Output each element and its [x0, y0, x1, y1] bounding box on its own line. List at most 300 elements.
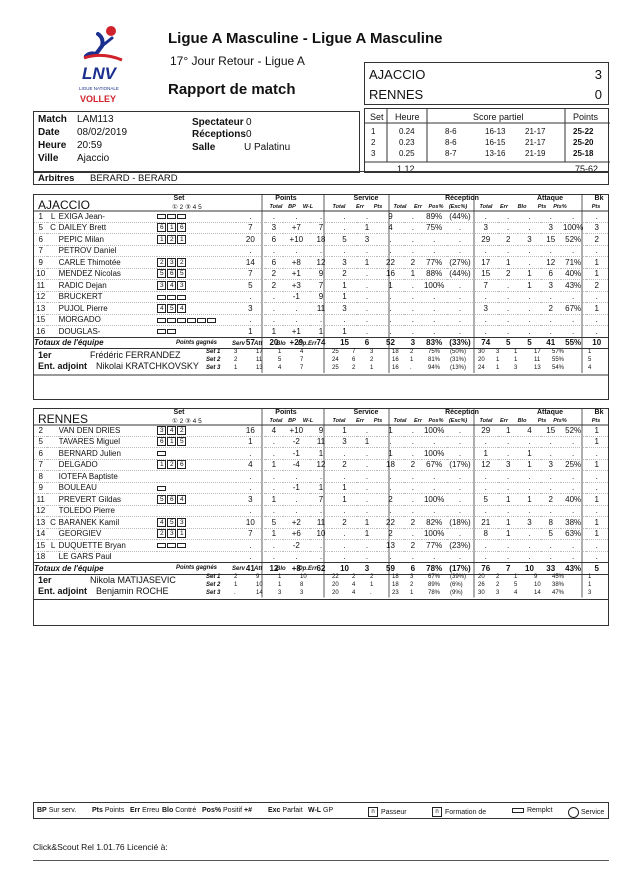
legend-rempl: Remplct	[526, 807, 553, 814]
stat-cell: 1	[332, 482, 357, 494]
stat-cell: .	[447, 314, 474, 326]
stat-cell: .	[498, 280, 518, 292]
set-pts-cell: 25-18	[573, 149, 594, 158]
set-stat-cell: 1	[496, 365, 500, 371]
set-box	[167, 214, 176, 219]
player-row	[34, 326, 608, 338]
stat-cell: .	[586, 551, 609, 563]
stat-cell: 63%	[561, 528, 586, 540]
stat-cell: .	[377, 234, 404, 246]
set-p1-cell: 8-6	[445, 138, 457, 147]
stat-cell: .	[498, 436, 518, 448]
player-table	[34, 425, 608, 575]
set-box	[177, 295, 186, 300]
away-team-name: RENNES	[369, 87, 424, 102]
player-name: EXIGA Jean-	[59, 211, 158, 222]
stat-cell: 1	[498, 517, 518, 529]
team-name: AJACCIO	[38, 198, 91, 212]
player-number: 12	[34, 505, 47, 517]
column-header: Pts	[373, 418, 383, 424]
set-box	[157, 295, 166, 300]
player-row	[34, 471, 608, 483]
set-box	[157, 543, 166, 548]
set-row-label: Set 2	[206, 357, 221, 363]
legend-wl-val: GP	[323, 807, 334, 814]
stat-cell: 8	[473, 528, 498, 540]
set-box: 2	[177, 426, 186, 435]
total-cell: 5	[594, 563, 599, 573]
stat-cell: .	[518, 314, 540, 326]
player-number: 18	[34, 551, 47, 563]
assistant-name: Benjamin ROCHE	[96, 585, 169, 596]
stat-cell: 1	[498, 257, 518, 269]
home-team-sets: 3	[594, 67, 602, 82]
stat-cell: 100%	[561, 222, 586, 234]
points-gagnes-col: Att	[254, 341, 263, 347]
stat-cell: .	[447, 448, 474, 460]
stat-cell: 10	[310, 528, 332, 540]
set-stat-cell: 2	[370, 357, 374, 363]
stat-cell: .	[357, 291, 377, 303]
set-box	[197, 318, 206, 323]
set-pts-cell: 25-20	[573, 138, 594, 147]
stat-cell: .	[447, 234, 474, 246]
stat-cell: 1	[586, 436, 609, 448]
set-box	[157, 329, 166, 334]
player-role	[47, 257, 58, 269]
player-row	[34, 234, 608, 246]
set-numbers: ① 2 ③ 4 5	[172, 204, 202, 211]
legend-exc-key: Exc	[268, 807, 281, 814]
stat-cell: .	[357, 448, 377, 460]
set-stat-cell: 22	[332, 573, 339, 580]
spectateur-label: Spectateur	[192, 117, 244, 128]
stat-cell: .	[404, 211, 422, 222]
set-box: 6	[177, 460, 186, 469]
set-pg-cell: 3	[234, 349, 238, 355]
stat-cell: .	[518, 551, 540, 563]
stat-cell: .	[283, 505, 310, 517]
player-row	[34, 291, 608, 303]
set-box	[177, 543, 186, 548]
stat-cell: .	[265, 291, 283, 303]
stat-cell: +10	[283, 425, 310, 436]
stat-cell: .	[498, 326, 518, 338]
arbitres-bar	[33, 171, 609, 185]
total-cell: 52	[386, 338, 395, 348]
set-box: 2	[177, 258, 186, 267]
set-pg-cell: 17	[256, 349, 263, 355]
player-sets	[157, 245, 235, 257]
player-name: CARLE Thimotée	[59, 257, 158, 269]
set-stat-cell: 78%	[428, 589, 441, 596]
stat-cell: .	[473, 505, 498, 517]
set-stat-cell: 20	[332, 589, 339, 596]
stat-cell: 100%	[422, 448, 447, 460]
player-role	[47, 303, 58, 315]
column-header: Total	[269, 204, 283, 210]
home-team-name: AJACCIO	[369, 67, 426, 82]
coach-name: Frédéric FERRANDEZ	[90, 350, 181, 360]
player-sets	[157, 505, 235, 517]
stat-cell: 1	[332, 494, 357, 506]
stat-cell: 1	[498, 528, 518, 540]
set-stat-cell: 18	[392, 581, 399, 588]
set-stat-cell: 2	[370, 573, 374, 580]
stat-cell: .	[283, 471, 310, 483]
column-header: Pos%	[428, 418, 444, 424]
set-stat-cell: 57%	[552, 349, 565, 355]
player-role	[47, 268, 58, 280]
stat-cell: 3	[236, 494, 265, 506]
stat-cell: 17	[473, 257, 498, 269]
set-pg-cell: 4	[278, 365, 282, 371]
player-name: MENDEZ Nicolas	[59, 268, 158, 280]
stat-cell: .	[498, 314, 518, 326]
stat-cell: 2	[377, 494, 404, 506]
stat-cell: .	[357, 494, 377, 506]
stat-cell: +1	[283, 268, 310, 280]
set-row-label: Set 3	[206, 365, 221, 371]
column-header: Err	[356, 418, 364, 424]
logo-volley-text: VOLLEY	[80, 94, 117, 104]
total-cell: 78%	[426, 563, 443, 573]
stat-cell: 5	[236, 280, 265, 292]
stat-cell: 4	[265, 425, 283, 436]
player-row	[34, 303, 608, 315]
stat-cell: .	[357, 245, 377, 257]
player-sets	[157, 222, 235, 234]
stat-cell: 1	[586, 257, 609, 269]
set-box	[167, 329, 176, 334]
set-box: 2	[167, 460, 176, 469]
total-cell: +8	[291, 563, 301, 573]
group-header: Set	[173, 195, 185, 202]
stat-cell: .	[586, 314, 609, 326]
stat-cell: 1	[357, 436, 377, 448]
stat-cell: 1	[377, 280, 404, 292]
set-box: 3	[167, 258, 176, 267]
total-cell: 5	[527, 338, 532, 348]
stat-cell: 18	[310, 234, 332, 246]
player-role	[47, 459, 58, 471]
stat-cell: +2	[283, 517, 310, 529]
set-stat-cell: 25	[332, 349, 339, 355]
set-stat-cell: 81%	[428, 357, 441, 363]
stat-cell: 1	[498, 425, 518, 436]
stat-cell: -2	[283, 540, 310, 552]
stat-cell: 40%	[561, 268, 586, 280]
set-box: 3	[177, 281, 186, 290]
sets-box	[364, 108, 609, 173]
stat-cell: 6	[265, 234, 283, 246]
set-stat-cell: 38%	[552, 581, 565, 588]
set-stat-cell: 18	[392, 573, 399, 580]
set-box: 2	[167, 235, 176, 244]
stat-cell: .	[422, 326, 447, 338]
stat-cell: 77%	[422, 257, 447, 269]
total-cell: 5	[505, 338, 511, 348]
total-cell: 12	[269, 563, 279, 573]
legend-bar	[33, 802, 609, 819]
sets-col-heure: Heure	[395, 112, 420, 122]
stat-cell: .	[422, 245, 447, 257]
stat-cell: 2	[404, 257, 422, 269]
set-p1-cell: 8-7	[445, 149, 457, 158]
stat-cell: .	[332, 551, 357, 563]
player-number: 13	[34, 303, 47, 315]
player-role	[47, 494, 58, 506]
stat-cell: .	[404, 291, 422, 303]
set-n-cell: 1	[371, 127, 376, 136]
stat-cell: -2	[283, 436, 310, 448]
stat-cell: 22	[377, 257, 404, 269]
stat-cell: 52%	[561, 234, 586, 246]
legend-passeur: Passeur	[380, 808, 407, 816]
stat-cell: 5	[265, 517, 283, 529]
stat-cell: 12	[541, 257, 561, 269]
stat-cell: .	[498, 448, 518, 460]
stat-cell: .	[283, 211, 310, 222]
stat-cell: .	[586, 211, 609, 222]
player-row	[34, 459, 608, 471]
stat-cell: .	[473, 540, 498, 552]
group-header: Attaque	[536, 409, 564, 416]
stat-cell: .	[561, 326, 586, 338]
stat-cell: .	[332, 528, 357, 540]
set-pts-cell: 25-22	[573, 127, 594, 136]
stat-cell: .	[310, 245, 332, 257]
stat-cell: 1	[518, 448, 540, 460]
match-info-box	[33, 111, 360, 173]
lnv-logo	[78, 24, 128, 108]
stat-cell: 25%	[561, 459, 586, 471]
set-box	[207, 318, 216, 323]
total-cell: 3	[364, 563, 370, 573]
team-name: RENNES	[38, 412, 89, 426]
stat-cell: 3	[332, 436, 357, 448]
stat-cell: 7	[310, 280, 332, 292]
logo-ligue-text: LIGUE NATIONALE	[79, 86, 119, 91]
stat-cell: 52%	[561, 425, 586, 436]
stat-cell: 7	[310, 222, 332, 234]
total-cell: 33	[546, 563, 556, 573]
stat-cell: (18%)	[447, 517, 474, 529]
points-gagnes-label: Points gagnés	[176, 564, 218, 571]
stat-cell: .	[561, 245, 586, 257]
stat-cell: 2	[265, 280, 283, 292]
salle-value: U Palatinu	[244, 142, 291, 153]
stat-cell: .	[265, 448, 283, 460]
arbitres-value: BERARD - BERARD	[90, 173, 178, 184]
player-sets	[157, 551, 235, 563]
player-name: PEPIC Milan	[59, 234, 158, 246]
legend-exc-val: Parfait	[282, 807, 303, 814]
column-header: (Exc%)	[448, 418, 468, 424]
stat-cell: .	[473, 291, 498, 303]
stat-cell: .	[447, 494, 474, 506]
away-team-sets: 0	[594, 87, 602, 102]
stat-cell: .	[541, 291, 561, 303]
group-header: Service	[353, 195, 379, 202]
player-number: 15	[34, 540, 47, 552]
player-role	[47, 314, 58, 326]
stat-cell: .	[310, 314, 332, 326]
ville-value: Ajaccio	[77, 153, 110, 164]
set-pg-cell: 9	[256, 573, 260, 580]
stat-cell: .	[357, 505, 377, 517]
stat-cell: 7	[473, 280, 498, 292]
stat-cell: .	[236, 314, 265, 326]
set-box: 5	[177, 269, 186, 278]
stat-cell: .	[518, 436, 540, 448]
stat-cell: .	[498, 540, 518, 552]
player-number: 2	[34, 425, 47, 436]
stat-cell: 1	[498, 494, 518, 506]
stat-cell: 3	[518, 517, 540, 529]
stat-cell: .	[541, 448, 561, 460]
stat-cell: 1	[377, 448, 404, 460]
set-stat-cell: 5	[514, 581, 518, 588]
total-cell: 41	[546, 338, 556, 348]
stat-cell: 3	[236, 303, 265, 315]
set-box: 3	[167, 529, 176, 538]
player-number: 16	[34, 326, 47, 338]
set-box	[157, 486, 166, 491]
stat-cell: +1	[283, 326, 310, 338]
sets-total-points: 75-62	[575, 164, 599, 174]
stat-cell: 7	[310, 494, 332, 506]
stat-cell: .	[310, 471, 332, 483]
set-stat-cell: 89%	[428, 581, 441, 588]
stat-cell: 3	[586, 222, 609, 234]
stat-cell: (44%)	[447, 268, 474, 280]
player-name: DOUGLAS-	[59, 326, 158, 338]
stat-cell: .	[265, 540, 283, 552]
player-sets	[157, 494, 235, 506]
player-sets	[157, 257, 235, 269]
player-role	[47, 326, 58, 338]
player-row	[34, 280, 608, 292]
stat-cell: .	[498, 303, 518, 315]
player-number: 11	[34, 494, 47, 506]
stat-cell: 11	[310, 436, 332, 448]
set-box	[157, 318, 166, 323]
stat-cell: .	[498, 505, 518, 517]
set-pg-cell: 3	[278, 589, 282, 596]
player-role	[47, 448, 58, 460]
total-cell: 15	[340, 338, 349, 348]
service-circle-icon	[568, 807, 579, 818]
set-stat-cell: 11	[534, 357, 541, 363]
stat-cell: 1	[332, 425, 357, 436]
stat-cell: .	[377, 482, 404, 494]
set-pg-cell: 4	[300, 349, 304, 355]
set-box: 4	[167, 281, 176, 290]
player-name: DUQUETTE Bryan	[59, 540, 158, 552]
points-gagnes-col: Serv	[232, 341, 246, 347]
stat-cell: 1	[377, 425, 404, 436]
stat-cell: .	[447, 505, 474, 517]
player-row	[34, 448, 608, 460]
set-pg-cell: 10	[256, 581, 263, 588]
set-box: 5	[167, 304, 176, 313]
stat-cell: .	[541, 314, 561, 326]
stat-cell: 77%	[422, 540, 447, 552]
set-stat-cell: 30	[478, 589, 485, 596]
stat-cell: .	[357, 303, 377, 315]
legend-wl-key: W-L	[308, 807, 322, 814]
stat-cell: .	[498, 211, 518, 222]
set-box: 4	[177, 304, 186, 313]
stat-cell: .	[586, 471, 609, 483]
player-role: C	[47, 517, 58, 529]
total-cell: (17%)	[449, 563, 471, 573]
stat-cell: 1	[265, 528, 283, 540]
player-row	[34, 314, 608, 326]
stat-cell: .	[377, 314, 404, 326]
set-stat-cell: 23	[392, 589, 399, 596]
player-name: BRUCKERT	[59, 291, 158, 303]
column-header: Pts	[591, 204, 601, 210]
stat-cell: 10	[236, 517, 265, 529]
logo-lnv-text: LNV	[82, 64, 116, 83]
stat-cell: .	[447, 528, 474, 540]
stat-cell: .	[283, 303, 310, 315]
set-box: 5	[157, 495, 166, 504]
stat-cell: .	[265, 245, 283, 257]
heure-label: Heure	[38, 140, 67, 151]
stat-cell: 1	[586, 494, 609, 506]
stat-cell: .	[265, 436, 283, 448]
stat-cell: .	[518, 540, 540, 552]
set-box	[167, 318, 176, 323]
stat-cell: .	[332, 471, 357, 483]
date-label: Date	[38, 127, 60, 138]
stat-cell: .	[265, 471, 283, 483]
stat-cell: 88%	[422, 268, 447, 280]
stat-cell: .	[447, 551, 474, 563]
stat-cell: .	[498, 245, 518, 257]
page-title: Ligue A Masculine - Ligue A Masculine	[168, 30, 443, 47]
set-box: 1	[157, 235, 166, 244]
receptions-value: 0	[246, 129, 252, 140]
stat-cell: 89%	[422, 211, 447, 222]
stat-cell: 1	[357, 222, 377, 234]
total-cell: 76	[481, 563, 491, 573]
player-sets	[157, 436, 235, 448]
spectateur-value: 0	[246, 117, 252, 128]
player-row	[34, 551, 608, 563]
player-name: PUJOL Pierre	[59, 303, 158, 315]
player-number: 15	[34, 314, 47, 326]
player-sets	[157, 234, 235, 246]
stat-cell: .	[404, 280, 422, 292]
set-stat-cell: 5	[588, 357, 592, 363]
set-stat-cell: 3	[496, 349, 500, 355]
set-stat-cell: (50%)	[450, 349, 467, 355]
set-stat-cell: 94%	[428, 365, 441, 371]
ville-label: Ville	[38, 153, 59, 164]
set-row-label: Set 1	[206, 349, 221, 355]
stat-cell: 100%	[422, 528, 447, 540]
set-stat-cell: .	[410, 365, 412, 371]
set-box: 6	[167, 495, 176, 504]
stat-cell: .	[283, 245, 310, 257]
legend-blo-val: Contré	[175, 807, 197, 814]
player-row	[34, 211, 608, 222]
stat-cell: 1	[586, 425, 609, 436]
